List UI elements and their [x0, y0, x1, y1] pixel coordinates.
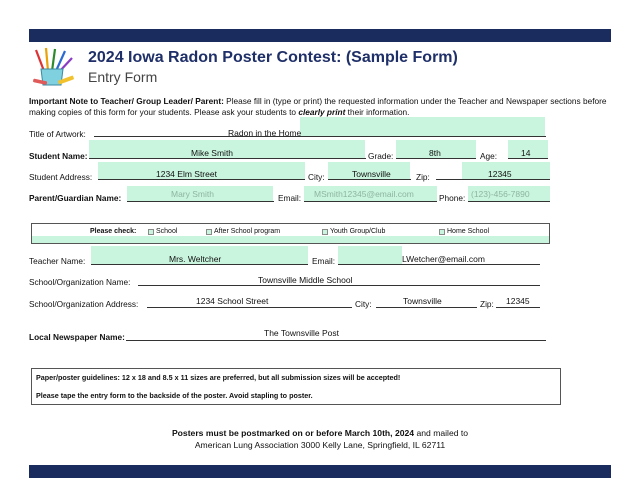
phone-line	[468, 201, 550, 202]
title-of-artwork-field[interactable]: Radon in the Home	[228, 128, 302, 138]
teacher-email-label: Email:	[312, 256, 336, 266]
after-school-checkbox[interactable]	[206, 229, 212, 235]
student-name-label: Student Name:	[29, 151, 88, 161]
note-tail: their information.	[345, 107, 410, 117]
grade-line	[396, 158, 476, 159]
zip-label: Zip:	[416, 172, 430, 182]
school-address-label: School/Organization Address:	[29, 299, 139, 309]
deadline-bold: Posters must be postmarked on or before March 10th, 2024	[171, 428, 415, 438]
school-name-field[interactable]: Townsville Middle School	[258, 275, 353, 285]
title-fill-highlight	[300, 117, 545, 136]
school-option-label: School	[156, 228, 178, 235]
title-of-artwork-line	[94, 136, 546, 137]
top-banner-bar	[29, 29, 611, 42]
teacher-name-field[interactable]: Mrs. Weltcher	[169, 254, 222, 264]
school-address-line	[147, 307, 352, 308]
please-check-label: Please check:	[90, 228, 137, 235]
guidelines-line-2: Please tape the entry form to the backside of the poster. Avoid stapling to poster.	[36, 391, 313, 400]
check-row-highlight	[32, 236, 549, 243]
page-title: 2024 Iowa Radon Poster Contest: (Sample Form)	[88, 49, 458, 66]
parent-name-line	[127, 201, 274, 202]
student-address-field[interactable]: 1234 Elm Street	[156, 169, 217, 179]
student-address-label: Student Address:	[29, 172, 93, 182]
teacher-name-line	[91, 264, 308, 265]
youth-group-option-label: Youth Group/Club	[330, 228, 386, 235]
teacher-email-field[interactable]: LWetcher@email.com	[402, 254, 485, 264]
zip-field[interactable]: 12345	[488, 169, 512, 179]
teacher-email-highlight	[338, 246, 402, 264]
instructions-note	[29, 96, 614, 118]
student-name-line	[89, 158, 366, 159]
zip-line	[436, 179, 550, 180]
home-school-option-label: Home School	[447, 228, 490, 235]
deadline-mail-text: and mailed to	[414, 428, 469, 438]
newspaper-field[interactable]: The Townsville Post	[264, 328, 339, 338]
phone-label: Phone:	[439, 193, 466, 203]
school-zip-line	[496, 307, 540, 308]
student-name-field[interactable]: Mike Smith	[191, 148, 234, 158]
grade-field[interactable]: 8th	[429, 148, 441, 158]
age-label: Age:	[480, 151, 498, 161]
grade-label: Grade:	[368, 151, 394, 161]
city-field[interactable]: Townsville	[352, 169, 391, 179]
parent-name-field[interactable]: Mary Smith	[171, 189, 214, 199]
parent-email-line	[304, 201, 437, 202]
school-zip-field[interactable]: 12345	[506, 296, 530, 306]
art-supplies-icon	[32, 47, 76, 87]
school-zip-label: Zip:	[480, 299, 494, 309]
city-label: City:	[308, 172, 325, 182]
youth-group-checkbox[interactable]	[322, 229, 328, 235]
bottom-banner-bar	[29, 465, 611, 478]
school-city-line	[376, 307, 477, 308]
newspaper-line	[126, 340, 546, 341]
school-city-label: City:	[355, 299, 372, 309]
parent-email-label: Email:	[278, 193, 302, 203]
teacher-name-label: Teacher Name:	[29, 256, 86, 266]
school-city-field[interactable]: Townsville	[403, 296, 442, 306]
school-address-field[interactable]: 1234 School Street	[196, 296, 269, 306]
city-line	[328, 179, 411, 180]
home-school-checkbox[interactable]	[439, 229, 445, 235]
note-text: Please fill in (type or print) the requested information under the Teacher and Newspaper sections before making copies of this form for your students. Please ask your students to	[29, 96, 607, 117]
title-of-artwork-label: Title of Artwork:	[29, 129, 86, 139]
after-school-option-label: After School program	[214, 228, 281, 235]
deadline-text	[0, 428, 640, 438]
school-name-line	[138, 285, 540, 286]
mailing-address: American Lung Association 3000 Kelly Lane, Springfield, IL 62711	[194, 440, 446, 450]
teacher-email-line	[338, 264, 540, 265]
school-checkbox[interactable]	[148, 229, 154, 235]
school-name-label: School/Organization Name:	[29, 277, 131, 287]
phone-field[interactable]: (123)-456-7890	[471, 189, 530, 199]
newspaper-label: Local Newspaper Name:	[29, 332, 125, 342]
note-emphasis: clearly print	[298, 107, 346, 117]
parent-name-label: Parent/Guardian Name:	[29, 193, 122, 203]
age-line	[508, 158, 548, 159]
student-address-line	[98, 179, 305, 180]
parent-email-field[interactable]: MSmith12345@email.com	[314, 189, 414, 199]
note-lead: Important Note to Teacher/ Group Leader/ Parent:	[29, 96, 224, 106]
page-subtitle: Entry Form	[88, 69, 158, 85]
guidelines-line-1: Paper/poster guidelines: 12 x 18 and 8.5 x 11 sizes are preferred, but all submission sizes will be accepted!	[36, 373, 401, 382]
age-field[interactable]: 14	[521, 148, 531, 158]
